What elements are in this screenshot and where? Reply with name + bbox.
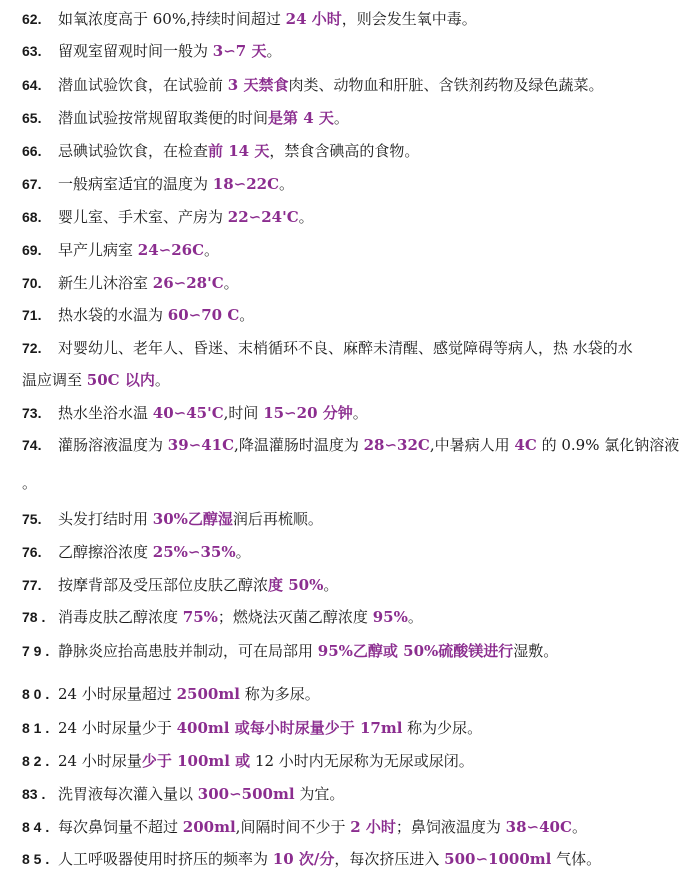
item-text <box>58 606 423 628</box>
highlighted-text: 度 50% <box>268 576 324 594</box>
highlighted-text: 18∽22C <box>212 175 280 193</box>
list-item <box>0 304 690 326</box>
item-text <box>58 640 558 662</box>
list-item <box>0 541 690 563</box>
item-text <box>22 472 37 494</box>
text-segment: 头发打结时用 <box>58 510 153 528</box>
item-text <box>58 816 587 838</box>
text-segment: 人工呼吸器使用时挤压的频率为 <box>58 850 273 868</box>
list-item <box>0 140 690 162</box>
list-item <box>0 434 690 456</box>
item-number: 66. <box>22 143 42 159</box>
highlighted-text: 75% <box>182 608 218 626</box>
item-number: 72. <box>22 340 42 356</box>
item-text <box>58 206 314 228</box>
text-segment: 。 <box>204 241 220 259</box>
item-text <box>58 239 219 261</box>
text-segment: 为宜。 <box>294 785 345 803</box>
list-item <box>0 717 690 739</box>
text-segment: 称为少尿。 <box>402 719 483 737</box>
highlighted-text: 25%∽35% <box>152 543 236 561</box>
text-segment: 温应调至 <box>22 371 87 389</box>
text-segment: 静脉炎应抬高患肢并制动，可在局部用 <box>58 642 318 660</box>
text-segment: 婴儿室、手术室、产房为 <box>58 208 228 226</box>
item-number: 73. <box>22 405 42 421</box>
list-item <box>0 574 690 596</box>
list-item <box>0 337 690 359</box>
highlighted-text: 3∽7 天 <box>212 42 267 60</box>
highlighted-text: 10 次/分 <box>272 850 335 868</box>
text-segment: 。 <box>223 274 239 292</box>
highlighted-text: 15∽20 分钟 <box>263 404 353 422</box>
text-segment: 。 <box>235 543 251 561</box>
highlighted-text: 少于 100ml 或 <box>141 752 251 770</box>
text-segment: 热水坐浴水温 <box>58 404 153 422</box>
text-segment: 24 小时尿量 <box>58 752 142 770</box>
item-text <box>58 173 294 195</box>
highlighted-text: 95% <box>372 608 408 626</box>
text-segment: 洗胃液每次灌入量以 <box>58 785 198 803</box>
text-segment: 如氧浓度高于 60%,持续时间超过 <box>58 10 286 28</box>
text-segment: ,中暑病人用 <box>429 436 515 454</box>
text-segment: ,降温灌肠时温度为 <box>234 436 364 454</box>
highlighted-text: 500∽1000ml <box>444 850 552 868</box>
text-segment: 气体。 <box>551 850 602 868</box>
text-segment: 湿敷。 <box>513 642 559 660</box>
item-number: 77. <box>22 577 42 593</box>
text-segment: 潜血试验饮食，在试验前 <box>58 76 228 94</box>
text-segment: ，每次挤压进入 <box>334 850 445 868</box>
highlighted-text: 26∽28'C <box>152 274 224 292</box>
item-number: 65. <box>22 110 42 126</box>
highlighted-text: 60∽70 C <box>167 306 240 324</box>
list-item <box>0 8 690 30</box>
text-segment: 对婴幼儿、老年人、昏迷、末梢循环不良、麻醉未清醒、感觉障碍等病人，热 水袋的水 <box>58 339 633 357</box>
highlighted-text: 38∽40C <box>505 818 572 836</box>
text-segment: 12 小时内无尿称为无尿或尿闭。 <box>250 752 474 770</box>
item-text <box>58 74 603 96</box>
highlighted-text: 3 天禁食 <box>227 76 289 94</box>
item-number: 8 0 . <box>22 686 50 702</box>
highlighted-text: 24∽26C <box>137 241 205 259</box>
item-text <box>58 402 368 424</box>
item-text <box>58 717 482 739</box>
item-number: 75. <box>22 511 42 527</box>
item-text <box>22 369 170 391</box>
highlighted-text: 24 小时 <box>285 10 342 28</box>
text-segment: 消毒皮肤乙醇浓度 <box>58 608 183 626</box>
item-text <box>58 508 323 530</box>
text-segment: 按摩背部及受压部位皮肤乙醇浓 <box>58 576 269 594</box>
list-item <box>0 508 690 530</box>
item-number: 70. <box>22 275 42 291</box>
text-segment: 留观室留观时间一般为 <box>58 42 213 60</box>
list-item <box>0 783 690 805</box>
text-segment: ；鼻饲液温度为 <box>395 818 506 836</box>
highlighted-text: 22∽24'C <box>227 208 299 226</box>
text-segment: 。 <box>279 175 295 193</box>
text-segment: 24 小时尿量超过 <box>58 685 177 703</box>
text-segment: 的 0.9% 氯化钠溶液 <box>536 436 680 454</box>
item-text <box>58 750 474 772</box>
item-number: 8 5 . <box>22 851 50 867</box>
item-number: 8 2 . <box>22 753 50 769</box>
highlighted-text: 28∽32C <box>363 436 430 454</box>
item-text <box>58 434 679 456</box>
item-text <box>58 848 601 870</box>
highlighted-text: 30%乙醇湿 <box>152 510 233 528</box>
item-text <box>58 541 251 563</box>
highlighted-text: 是第 4 天 <box>268 109 334 127</box>
item-number: 76. <box>22 544 42 560</box>
highlighted-text: 200ml <box>182 818 236 836</box>
item-number: 7 9 . <box>22 643 50 659</box>
highlighted-text: 95%乙醇或 50%硫酸镁进行 <box>317 642 514 660</box>
text-segment: 称为多尿。 <box>239 685 320 703</box>
item-number: 71. <box>22 307 42 323</box>
item-number: 67. <box>22 176 42 192</box>
list-item <box>0 206 690 228</box>
text-segment: 。 <box>407 608 423 626</box>
list-item <box>0 402 690 424</box>
text-segment: 24 小时尿量少于 <box>58 719 177 737</box>
item-number: 8 1 . <box>22 720 50 736</box>
item-text <box>58 337 633 359</box>
item-number: 62. <box>22 11 42 27</box>
text-segment: 。 <box>266 42 282 60</box>
text-segment: 早产儿病室 <box>58 241 138 259</box>
list-item <box>0 40 690 62</box>
text-segment: 。 <box>333 109 349 127</box>
item-text <box>58 574 338 596</box>
item-number: 83 . <box>22 786 46 802</box>
list-item <box>0 173 690 195</box>
text-segment: 忌碘试验饮食，在检查 <box>58 142 209 160</box>
highlighted-text: 2500ml <box>176 685 240 703</box>
item-text <box>58 272 239 294</box>
item-text <box>58 140 419 162</box>
list-item <box>0 683 690 705</box>
item-text <box>58 783 344 805</box>
text-segment: ,时间 <box>223 404 264 422</box>
text-segment: 热水袋的水温为 <box>58 306 168 324</box>
text-segment: 润后再梳顺。 <box>232 510 323 528</box>
item-text <box>58 8 477 30</box>
list-item <box>0 750 690 772</box>
item-text <box>58 304 254 326</box>
item-number: 74. <box>22 437 42 453</box>
text-segment: 肉类、动物血和肝脏、含铁剂药物及绿色蔬菜。 <box>288 76 604 94</box>
item-number: 8 4 . <box>22 819 50 835</box>
highlighted-text: 400ml 或每小时尿量少于 17ml <box>176 719 403 737</box>
list-item <box>0 848 690 870</box>
list-item <box>0 74 690 96</box>
list-item <box>0 816 690 838</box>
list-item <box>0 606 690 628</box>
text-segment: 。 <box>239 306 255 324</box>
list-item <box>0 239 690 261</box>
item-text <box>58 683 320 705</box>
item-number: 64. <box>22 77 42 93</box>
text-segment: 灌肠溶液温度为 <box>58 436 168 454</box>
highlighted-text: 39∽41C <box>167 436 235 454</box>
highlighted-text: 4C <box>514 436 537 454</box>
text-segment: 。 <box>352 404 368 422</box>
text-segment: ,间隔时间不少于 <box>235 818 351 836</box>
list-item <box>0 107 690 129</box>
item-text <box>58 40 281 62</box>
text-segment: ，禁食含碘高的食物。 <box>269 142 420 160</box>
highlighted-text: 40∽45'C <box>152 404 224 422</box>
text-segment: 。 <box>22 474 38 492</box>
highlighted-text: 前 14 天 <box>208 142 270 160</box>
text-segment: 。 <box>323 576 339 594</box>
text-segment: 一般病室适宜的温度为 <box>58 175 213 193</box>
list-item <box>0 272 690 294</box>
text-segment: 。 <box>298 208 314 226</box>
text-segment: ，则会发生氧中毒。 <box>341 10 477 28</box>
text-segment: 潜血试验按常规留取粪便的时间 <box>58 109 269 127</box>
item-number: 69. <box>22 242 42 258</box>
text-segment: 乙醇擦浴浓度 <box>58 543 153 561</box>
item-text <box>58 107 349 129</box>
text-segment: ；燃烧法灭菌乙醇浓度 <box>217 608 373 626</box>
item-number: 63. <box>22 43 42 59</box>
text-segment: 每次鼻饲量不超过 <box>58 818 183 836</box>
list-item <box>0 640 690 662</box>
item-number: 78 . <box>22 609 46 625</box>
text-segment: 新生儿沐浴室 <box>58 274 153 292</box>
text-segment: 。 <box>571 818 587 836</box>
highlighted-text: 2 小时 <box>350 818 396 836</box>
highlighted-text: 300∽500ml <box>197 785 295 803</box>
text-segment: 。 <box>154 371 170 389</box>
item-number: 68. <box>22 209 42 225</box>
highlighted-text: 50C 以内 <box>86 371 155 389</box>
